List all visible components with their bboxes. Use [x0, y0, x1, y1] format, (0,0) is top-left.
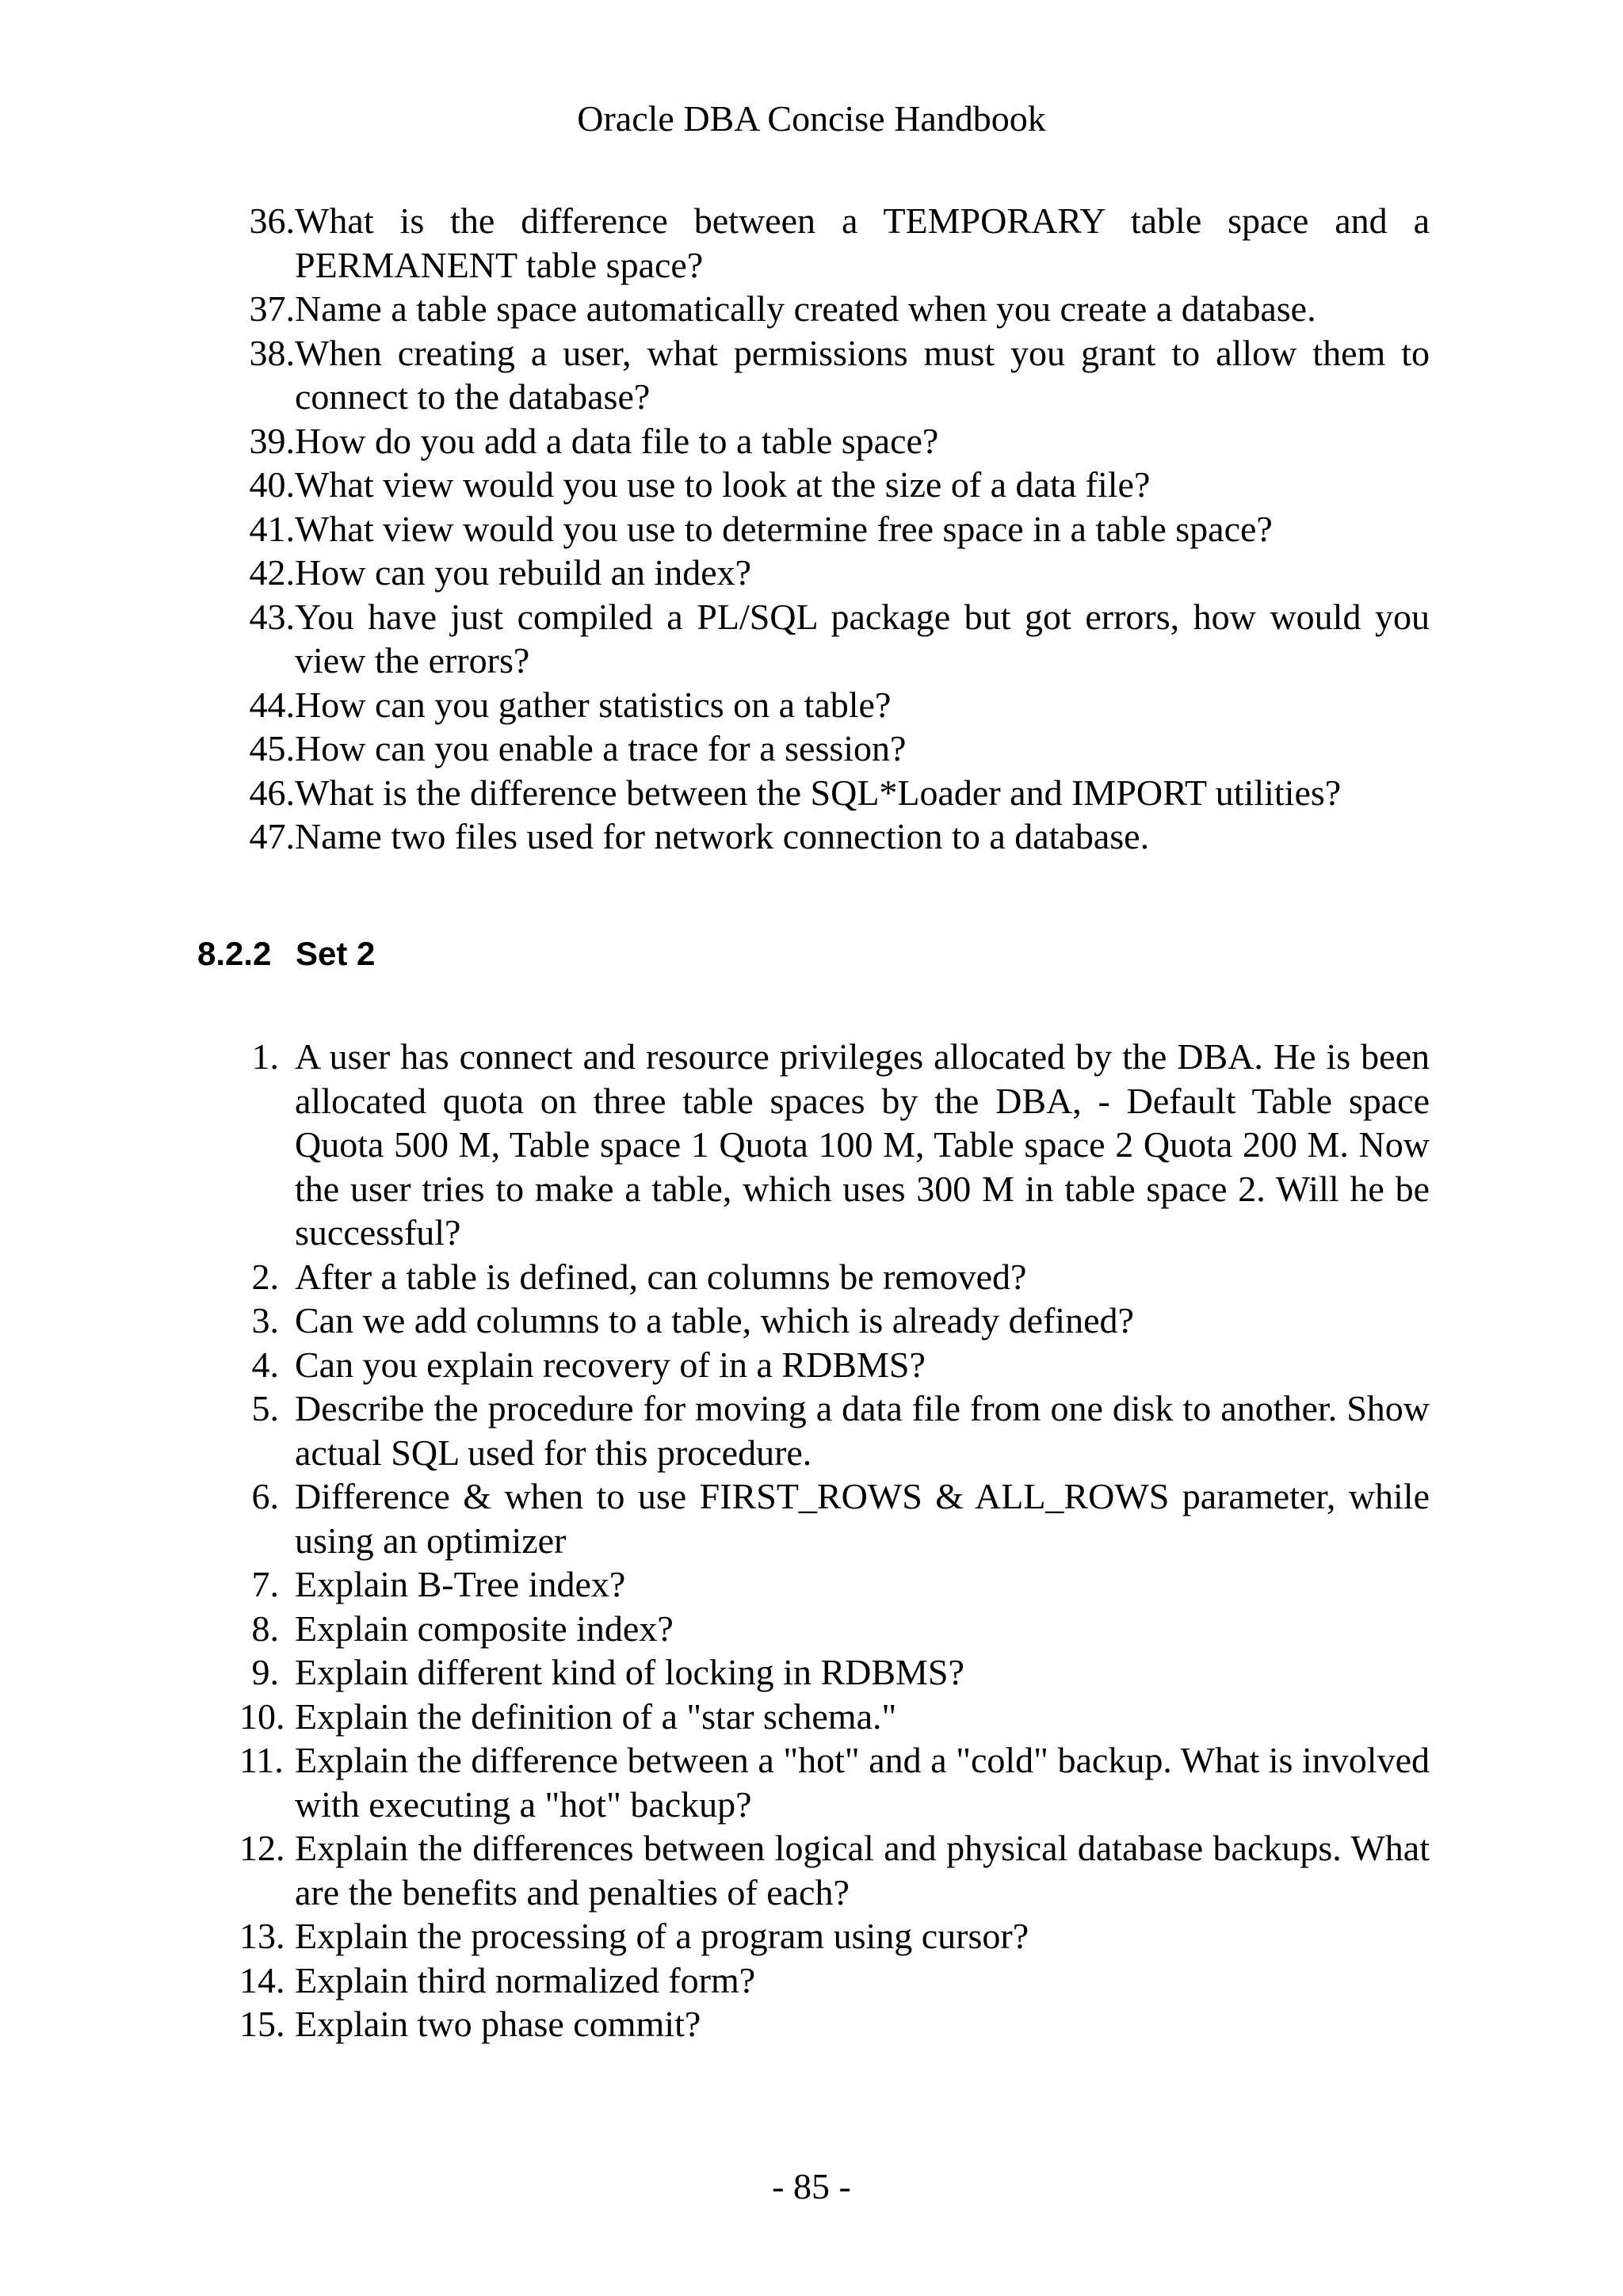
item-text: How can you enable a trace for a session? [295, 728, 907, 769]
item-text: Name a table space automatically created when you create a database. [295, 288, 1316, 329]
item-text: Explain third normalized form? [295, 1959, 756, 2000]
section-title: Set 2 [296, 935, 376, 972]
item-text: Explain the differences between logical and physical database backups. What are the benefits and penalties of each? [295, 1828, 1430, 1913]
item-number: 43. [249, 596, 295, 637]
list-item [239, 1826, 1430, 1914]
question-list-set-1 [239, 199, 1430, 859]
section-heading [197, 933, 375, 974]
item-number: 11. [239, 1740, 284, 1780]
item-text: When creating a user, what permissions must you grant to allow them to connect to the database? [295, 332, 1430, 417]
list-item [239, 595, 1430, 683]
item-number: 12. [239, 1828, 285, 1868]
item-text: Explain composite index? [295, 1608, 674, 1649]
item-number: 39. [249, 420, 295, 461]
item-number: 41. [249, 508, 295, 549]
item-number: 8. [251, 1608, 279, 1649]
item-text: Explain different kind of locking in RDBMS? [295, 1652, 964, 1692]
item-number: 36. [249, 200, 295, 241]
item-text: Describe the procedure for moving a data file from one disk to another. Show actual SQL used for this procedure. [295, 1388, 1430, 1473]
item-number: 9. [251, 1652, 279, 1692]
list-item [239, 814, 1430, 859]
item-text: Explain the difference between a "hot" and a "cold" backup. What is involved with executing a "hot" backup? [295, 1740, 1430, 1825]
item-number: 6. [251, 1476, 279, 1516]
list-item [239, 551, 1430, 595]
item-text: Explain B-Tree index? [295, 1564, 626, 1604]
item-number: 10. [239, 1695, 285, 1737]
list-item [239, 507, 1430, 551]
item-text: Explain the definition of a "star schema." [295, 1695, 897, 1737]
item-text: How do you add a data file to a table space? [295, 420, 939, 461]
list-item [239, 331, 1430, 419]
item-number: 7. [251, 1564, 279, 1604]
list-item [239, 1474, 1430, 1562]
item-number: 4. [251, 1344, 279, 1385]
list-item [239, 683, 1430, 727]
list-item [239, 771, 1430, 815]
item-number: 2. [251, 1256, 279, 1297]
item-text: What is the difference between a TEMPORARY table space and a PERMANENT table space? [295, 200, 1430, 285]
list-item [239, 2002, 1430, 2046]
item-text: Explain two phase commit? [295, 2004, 701, 2044]
item-number: 47. [249, 816, 295, 856]
item-text: After a table is defined, can columns be removed? [295, 1256, 1027, 1297]
item-text: Can you explain recovery of in a RDBMS? [295, 1344, 926, 1385]
item-number: 13. [239, 1916, 285, 1956]
item-text: How can you rebuild an index? [295, 552, 752, 593]
item-text: What is the difference between the SQL*Loader and IMPORT utilities? [295, 772, 1342, 813]
list-item [239, 1738, 1430, 1826]
item-text: You have just compiled a PL/SQL package but got errors, how would you view the errors? [295, 596, 1430, 681]
list-item [239, 727, 1430, 771]
list-item [239, 1914, 1430, 1958]
item-number: 42. [249, 552, 295, 593]
running-header: Oracle DBA Concise Handbook [577, 98, 1046, 139]
item-number: 1. [251, 1036, 279, 1077]
list-item [239, 1695, 1430, 1739]
item-number: 45. [249, 728, 295, 769]
item-text: Explain the processing of a program using cursor? [295, 1916, 1029, 1956]
item-number: 5. [251, 1388, 279, 1428]
item-number: 15. [239, 2004, 285, 2044]
item-number: 46. [249, 772, 295, 813]
item-number: 14. [239, 1959, 285, 2000]
item-text: What view would you use to determine free space in a table space? [295, 508, 1273, 549]
list-item [239, 1035, 1430, 1255]
list-item [239, 199, 1430, 287]
question-list-set-2 [239, 1035, 1430, 2046]
item-text: Can we add columns to a table, which is already defined? [295, 1300, 1134, 1341]
item-number: 44. [249, 684, 295, 725]
section-number: 8.2.2 [197, 935, 272, 972]
list-item [239, 1958, 1430, 2003]
list-item [239, 287, 1430, 331]
item-number: 3. [251, 1300, 279, 1341]
list-item [239, 463, 1430, 507]
item-text: A user has connect and resource privileges allocated by the DBA. He is been allocated quota on three table spaces by the DBA, - Default Table space Quota 500 M, Table space 1 Quota 100 M, Table space 2 Quota 200 M. Now the user tries to make a table, which uses 300 M in table space 2. Will he be successful? [295, 1036, 1430, 1253]
list-item [239, 1299, 1430, 1343]
page-number: - 85 - [772, 2166, 851, 2206]
item-number: 37. [249, 288, 295, 329]
list-item [239, 1650, 1430, 1695]
item-text: How can you gather statistics on a table? [295, 684, 892, 725]
item-text: Difference & when to use FIRST_ROWS & ALL_ROWS parameter, while using an optimizer [295, 1476, 1430, 1561]
item-number: 38. [249, 332, 295, 373]
item-text: What view would you use to look at the size of a data file? [295, 464, 1151, 505]
list-item [239, 1607, 1430, 1651]
list-item [239, 1386, 1430, 1474]
list-item [239, 1343, 1430, 1387]
item-text: Name two files used for network connection to a database. [295, 816, 1150, 856]
list-item [239, 419, 1430, 463]
item-number: 40. [249, 464, 295, 505]
list-item [239, 1255, 1430, 1299]
list-item [239, 1562, 1430, 1607]
